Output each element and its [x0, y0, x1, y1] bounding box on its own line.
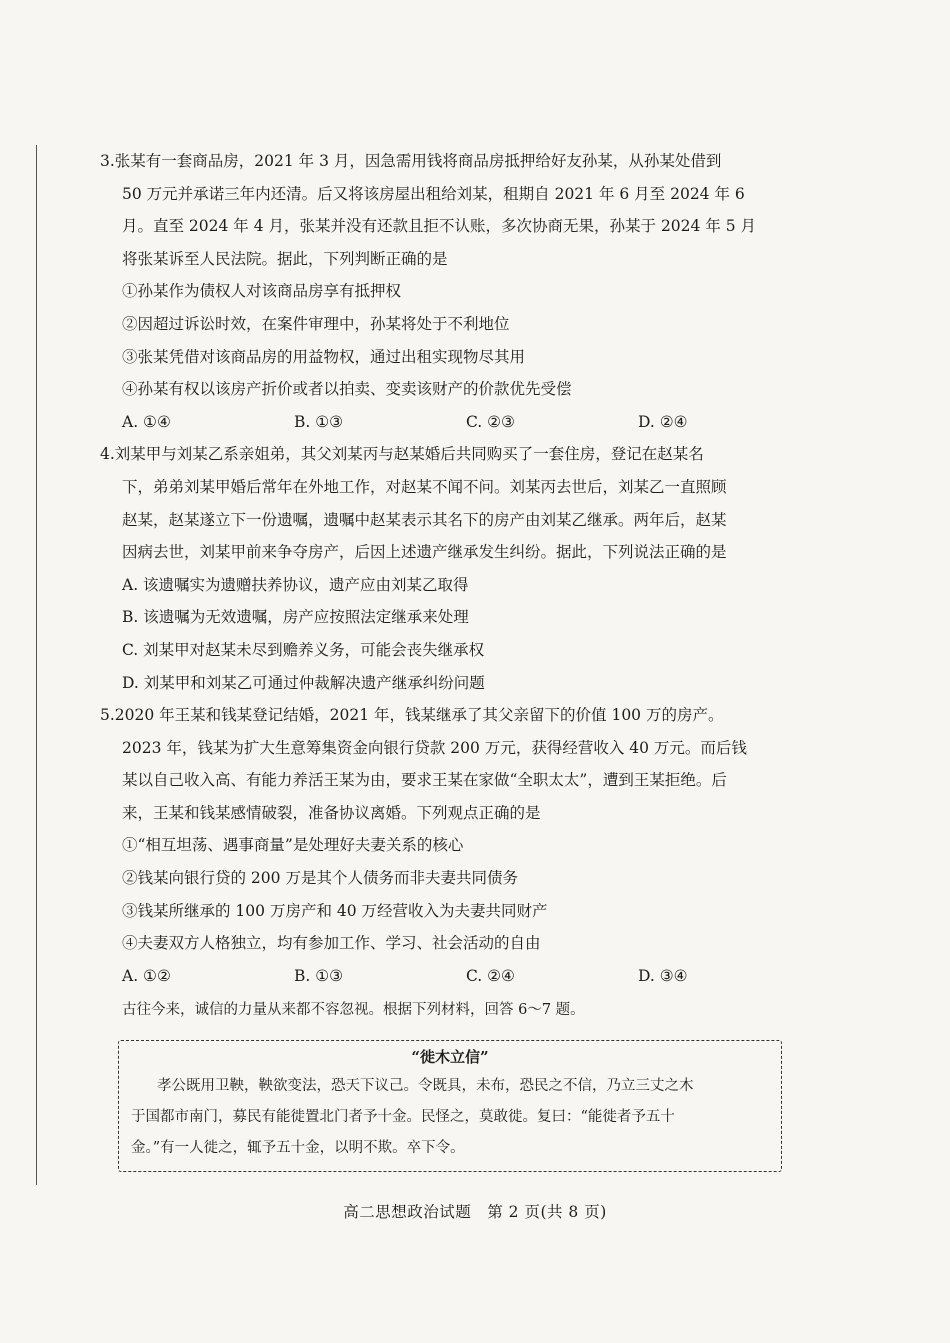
- question-5-option-b: B. ①③: [294, 966, 344, 985]
- question-4-stem-line: 赵某，赵某遂立下一份遗嘱，遗嘱中赵某表示其名下的房产由刘某乙继承。两年后，赵某: [122, 510, 727, 529]
- question-5-item: ④夫妻双方人格独立，均有参加工作、学习、社会活动的自由: [122, 934, 541, 953]
- question-5-stem-line: 5.2020 年王某和钱某登记结婚，2021 年，钱某继承了其父亲留下的价值 100 万的房产。: [100, 706, 724, 725]
- question-3-options: [100, 406, 810, 439]
- question-4: [100, 438, 810, 699]
- question-5-item: ①“相互坦荡、遇事商量”是处理好夫妻关系的核心: [122, 836, 464, 855]
- material-line: 孝公既用卫鞅，鞅欲变法，恐天下议己。令既具，未布，恐民之不信，乃立三丈之木: [157, 1078, 694, 1094]
- question-4-option-b: B. 该遗嘱为无效遗嘱，房产应按照法定继承来处理: [122, 608, 469, 627]
- question-5-item: ②钱某向银行贷的 200 万是其个人债务而非夫妻共同债务: [122, 869, 518, 888]
- question-4-stem-line: 因病去世，刘某甲前来争夺房产，后因上述遗产继承发生纠纷。据此，下列说法正确的是: [122, 543, 727, 562]
- question-5: [100, 699, 810, 992]
- question-3-option-c: C. ②③: [466, 412, 515, 431]
- question-4-option-c: C. 刘某甲对赵某未尽到赡养义务，可能会丧失继承权: [122, 640, 485, 659]
- question-4-stem-line: 下，弟弟刘某甲婚后常年在外地工作，对赵某不闻不问。刘某丙去世后，刘某乙一直照顾: [122, 477, 727, 496]
- question-3-stem-line: 月。直至 2024 年 4 月，张某并没有还款且拒不认账，多次协商无果，孙某于 2024 年 5 月: [122, 217, 757, 236]
- material-title: “徙木立信”: [411, 1048, 489, 1066]
- question-5-option-a: A. ①②: [122, 966, 171, 985]
- material-intro: 古往今来，诚信的力量从来都不容忽视。根据下列材料，回答 6～7 题。: [122, 1002, 585, 1019]
- question-4-stem-line: 4.刘某甲与刘某乙系亲姐弟，其父刘某丙与赵某婚后共同购买了一套住房，登记在赵某名: [100, 445, 704, 464]
- question-5-options: [100, 960, 810, 993]
- question-3-item: ③张某凭借对该商品房的用益物权，通过出租实现物尽其用: [122, 347, 526, 366]
- page-footer: 高二思想政治试题 第 2 页(共 8 页): [343, 1203, 607, 1221]
- question-3-stem-line: 50 万元并承诺三年内还清。后又将该房屋出租给刘某，租期自 2021 年 6 月至 2024 年 6: [122, 184, 745, 203]
- question-3-stem-line: 将张某诉至人民法院。据此，下列判断正确的是: [122, 249, 448, 268]
- material-line: 金。”有一人徙之，辄予五十金，以明不欺。卒下令。: [131, 1140, 465, 1156]
- question-3-item: ④孙某有权以该房产折价或者以拍卖、变卖该财产的价款优先受偿: [122, 380, 572, 399]
- question-3-option-a: A. ①④: [122, 412, 171, 431]
- question-5-stem-line: 2023 年，钱某为扩大生意筹集资金向银行贷款 200 万元，获得经营收入 40 万元。而后钱: [122, 738, 747, 757]
- binding-line: [36, 145, 37, 1185]
- question-5-stem-line: 某以自己收入高、有能力养活王某为由，要求王某在家做“全职太太”，遭到王某拒绝。后: [122, 771, 727, 790]
- question-3-item: ②因超过诉讼时效，在案件审理中，孙某将处于不利地位: [122, 314, 510, 333]
- question-4-option-a: A. 该遗嘱实为遗赠扶养协议，遗产应由刘某乙取得: [122, 575, 469, 594]
- material-line: 于国都市南门，募民有能徙置北门者予十金。民怪之，莫敢徙。复曰：“能徙者予五十: [131, 1109, 675, 1125]
- question-5-option-d: D. ③④: [638, 966, 688, 985]
- question-5-stem-line: 来，王某和钱某感情破裂，准备协议离婚。下列观点正确的是: [122, 803, 541, 822]
- question-3-option-d: D. ②④: [638, 412, 688, 431]
- question-3: [100, 145, 810, 438]
- question-5-option-c: C. ②④: [466, 966, 515, 985]
- exam-content: [100, 145, 810, 1027]
- question-4-option-d: D. 刘某甲和刘某乙可通过仲裁解决遗产继承纠纷问题: [122, 673, 485, 692]
- question-3-option-b: B. ①③: [294, 412, 344, 431]
- question-3-stem-line: 3.张某有一套商品房，2021 年 3 月，因急需用钱将商品房抵押给好友孙某，从孙某处借到: [100, 152, 722, 170]
- material-box: [118, 1040, 782, 1172]
- question-5-item: ③钱某所继承的 100 万房产和 40 万经营收入为夫妻共同财产: [122, 901, 548, 920]
- question-3-item: ①孙某作为债权人对该商品房享有抵押权: [122, 282, 402, 301]
